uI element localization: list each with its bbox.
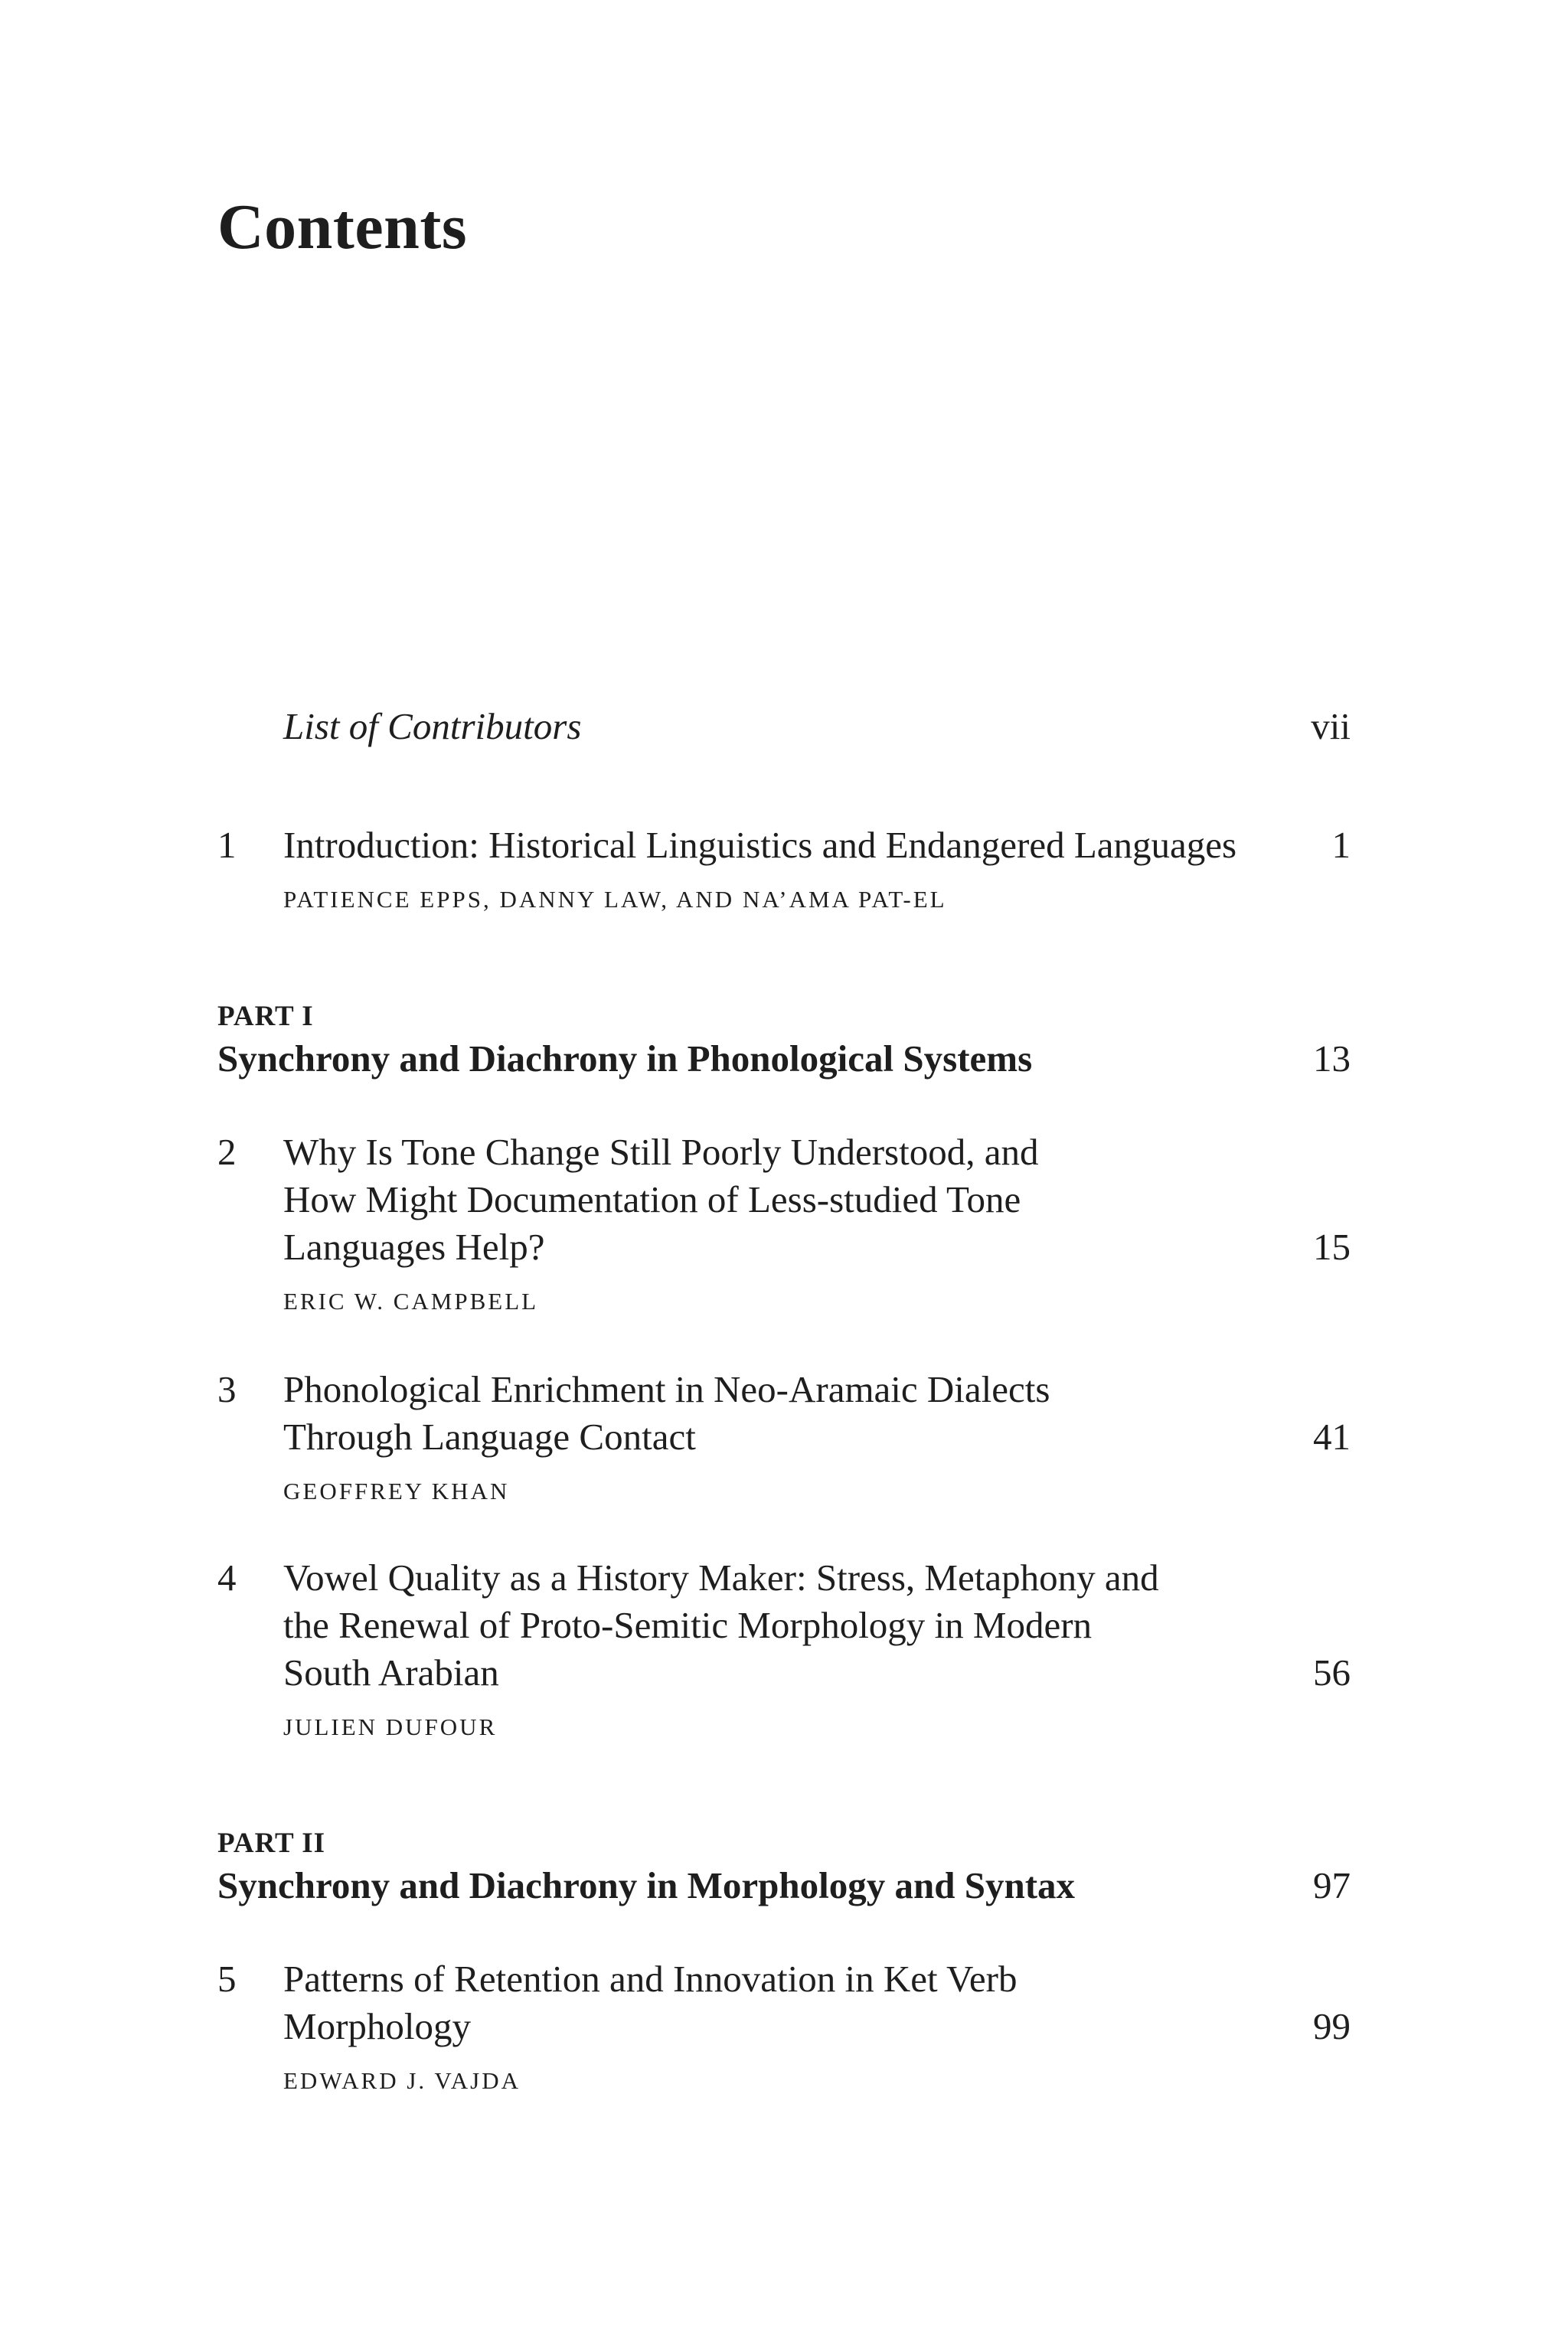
toc-entry-page: vii xyxy=(1311,705,1351,747)
part-label: PART I xyxy=(217,1001,314,1032)
chapter-number: 2 xyxy=(217,1131,237,1173)
chapter-page: 56 xyxy=(1313,1651,1351,1694)
chapter-title: Why Is Tone Change Still Poorly Understood, and How Might Documentation of Less-studied Tone Languages Help? xyxy=(283,1131,1039,1268)
part-page: 97 xyxy=(1313,1864,1351,1906)
chapter-page: 1 xyxy=(1331,824,1351,866)
chapter-title: Introduction: Historical Linguistics and Endangered Languages xyxy=(283,824,1237,866)
part-label: PART II xyxy=(217,1828,326,1859)
chapter-number: 5 xyxy=(217,1958,237,2000)
chapter-number: 1 xyxy=(217,824,237,866)
part-page: 13 xyxy=(1313,1037,1351,1080)
page-title: Contents xyxy=(217,191,468,263)
chapter-page: 99 xyxy=(1313,2005,1351,2047)
chapter-author: GEOFFREY KHAN xyxy=(283,1478,510,1504)
part-title: Synchrony and Diachrony in Morphology and Syntax xyxy=(217,1864,1076,1906)
chapter-title: Vowel Quality as a History Maker: Stress, Metaphony and the Renewal of Proto-Semitic Morphology in Modern South Arabian xyxy=(283,1557,1159,1694)
chapter-page: 41 xyxy=(1313,1416,1351,1458)
chapter-author: EDWARD J. VAJDA xyxy=(283,2067,521,2094)
chapter-title: Phonological Enrichment in Neo-Aramaic Dialects Through Language Contact xyxy=(283,1368,1050,1458)
toc-entry-title: List of Contributors xyxy=(283,705,582,747)
chapter-author: ERIC W. CAMPBELL xyxy=(283,1288,539,1315)
chapter-number: 4 xyxy=(217,1557,237,1599)
chapter-number: 3 xyxy=(217,1368,237,1410)
part-title: Synchrony and Diachrony in Phonological Systems xyxy=(217,1037,1033,1080)
chapter-title: Patterns of Retention and Innovation in Ket Verb Morphology xyxy=(283,1958,1018,2047)
chapter-author: PATIENCE EPPS, DANNY LAW, AND NA’AMA PAT-EL xyxy=(283,886,947,913)
chapter-page: 15 xyxy=(1313,1226,1351,1268)
chapter-author: JULIEN DUFOUR xyxy=(283,1713,498,1740)
